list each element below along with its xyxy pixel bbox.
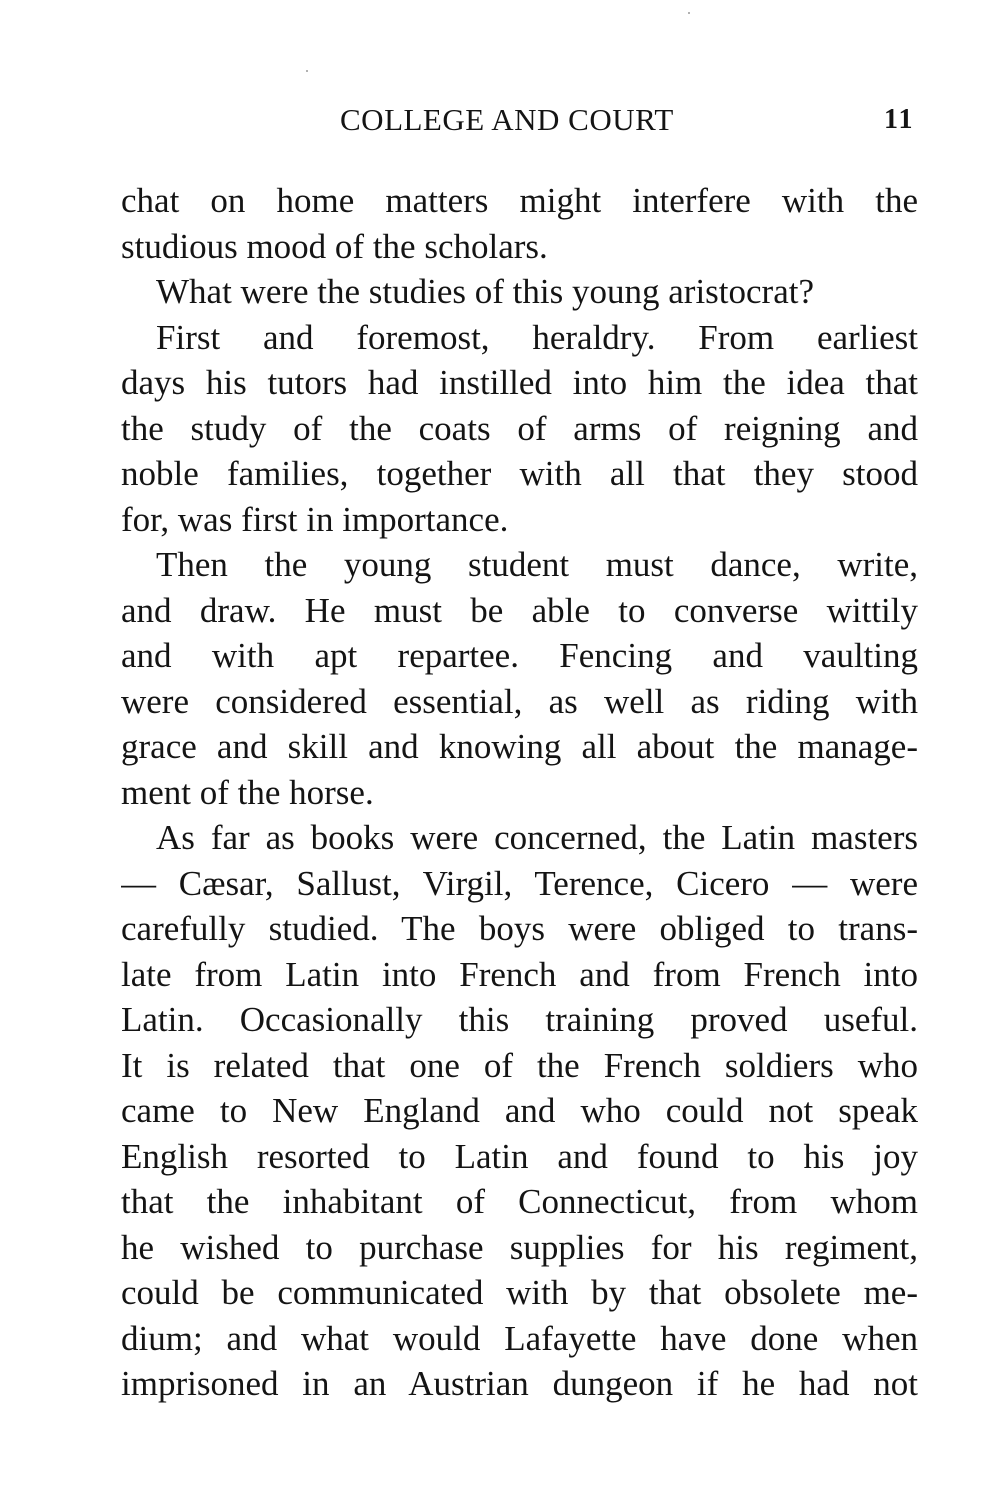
text-line: came to New England and who could not speak [121,1091,918,1130]
page-number: 11 [884,104,915,135]
text-line: late from Latin into French and from French into [121,954,918,994]
text-line: ment of the horse. [121,772,374,812]
body-text [121,178,918,1407]
text-line: As far as books were concerned, the Latin masters [156,818,918,857]
text-line: dium; and what would Lafayette have done when [121,1318,918,1358]
text-line: — Cæsar, Sallust, Virgil, Terence, Cicero — were [121,863,918,903]
text-line: noble families, together with all that they stood [121,454,918,493]
running-title: COLLEGE AND COURT [340,102,674,137]
text-line: the study of the coats of arms of reigning and [121,408,918,448]
text-line: It is related that one of the French soldiers who [121,1045,918,1085]
text-line: Then the young student must dance, write, [156,545,918,584]
text-line: he wished to purchase supplies for his regiment, [121,1227,918,1267]
text-line: for, was first in importance. [121,499,509,539]
text-line: What were the studies of this young aristocrat? [156,272,814,311]
text-line: First and foremost, heraldry. From earliest [156,317,918,357]
text-line: could be communicated with by that obsolete me- [121,1273,918,1312]
text-line: grace and skill and knowing all about the manage- [121,727,918,766]
scan-speck [306,70,308,72]
scan-speck [688,12,690,14]
text-line: carefully studied. The boys were obliged to trans- [121,909,918,948]
text-line: English resorted to Latin and found to his joy [121,1136,918,1176]
text-line: Latin. Occasionally this training proved useful. [121,1000,918,1039]
text-line: that the inhabitant of Connecticut, from whom [121,1182,918,1221]
text-line: days his tutors had instilled into him the idea that [121,363,918,402]
text-line: and with apt repartee. Fencing and vaulting [121,636,918,675]
text-line: were considered essential, as well as riding with [121,681,918,721]
running-head [0,100,1000,140]
text-line: imprisoned in an Austrian dungeon if he had not [121,1364,918,1403]
text-line: and draw. He must be able to converse wittily [121,590,918,630]
text-line: chat on home matters might interfere with the [121,181,918,220]
text-line: studious mood of the scholars. [121,226,548,266]
